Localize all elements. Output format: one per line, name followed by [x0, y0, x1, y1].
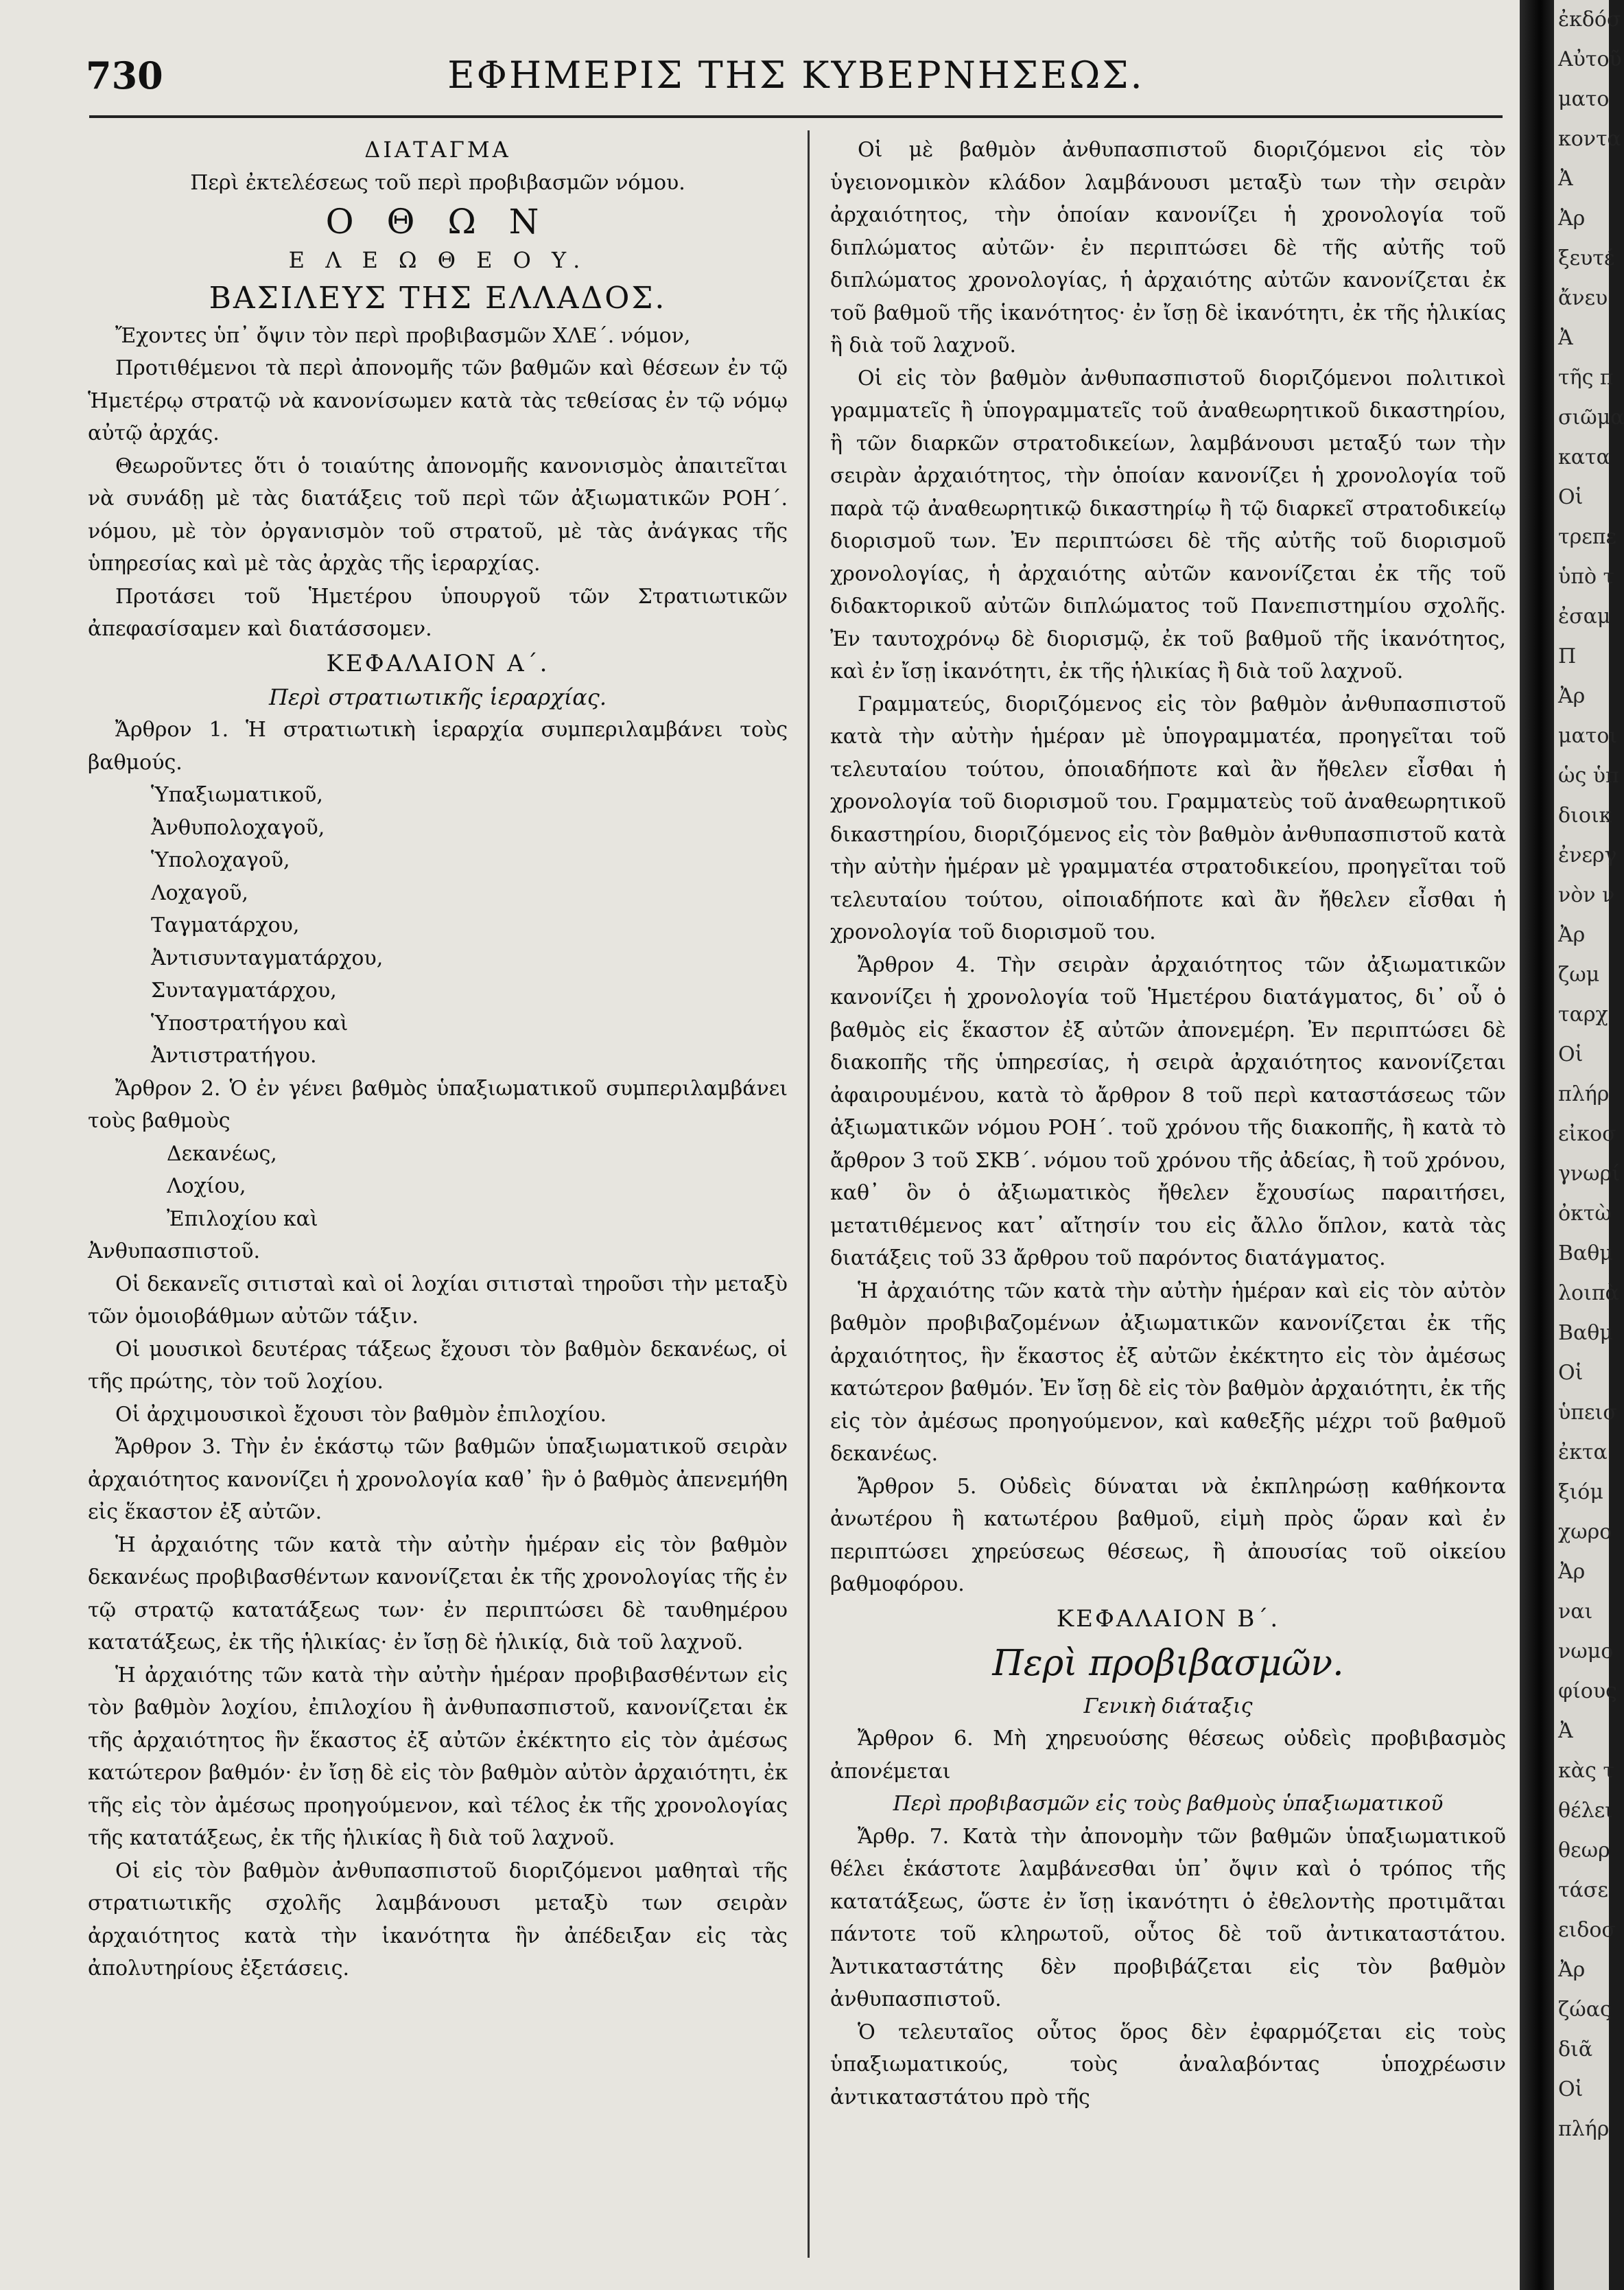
next-page-fragment: ζώας: [1558, 1998, 1612, 2022]
page-header: [86, 54, 1506, 102]
paragraph: Οἱ μὲ βαθμὸν ἀνθυπασπιστοῦ διοριζόμενοι εἰς τὸν ὑγειονομικὸν κλάδον λαμβάνουσι μεταξὺ των τὴν σειρὰν ἀρχαιότητος, τὴν ὁποίαν κανονίζει ἡ χρονολογία τοῦ διπλώματος αὐτῶν· ἐν περιπτώσει δὲ τῆς αὐτῆς τοῦ διπλώματος χρονολογίας, ἡ ἀρχαιότης αὐτῶν κανονίζεται ἐκ τοῦ βαθμοῦ τῆς ἱκανότητος· ἐν ἴσῃ δὲ ἱκανότητι, ἐκ τῆς ἡλικίας ἢ διὰ τοῦ λαχνοῦ.: [830, 138, 1506, 358]
right-column: [830, 134, 1506, 2114]
next-page-fragment: ξευτέ: [1558, 246, 1615, 270]
preamble-2: Προτιθέμενοι τὰ περὶ ἀπονομῆς τῶν βαθμῶν καὶ θέσεων ἐν τῷ Ἡμετέρῳ στρατῷ νὰ κανονίσωμεν κατὰ τὰς τεθείσας ἐν τῷ νόμῳ αὐτῷ ἀρχάς.: [88, 356, 788, 445]
decree-title: ΔΙΑΤΑΓΜΑ: [364, 137, 511, 163]
article-2: Ἄρθρον 2. Ὁ ἐν γένει βαθμὸς ὑπαξιωματικοῦ συμπεριλαμβάνει τοὺς βαθμοὺς: [88, 1076, 788, 1133]
paragraph: Οἱ εἰς τὸν βαθμὸν ἀνθυπασπιστοῦ διοριζόμενοι πολιτικοὶ γραμματεῖς ἢ ὑπογραμματεῖς τοῦ ἀναθεωρητικοῦ δικαστηρίου, ἢ τῶν διαρκῶν στρατοδικείων, λαμβάνουσι μεταξύ των τὴν σειρὰν ἀρχαιότητος, τὴν ὁποίαν κανονίζει ἡ χρονολογία τοῦ παρὰ τῷ ἀναθεωρητικῷ δικαστηρίῳ ἢ τῷ διαρκεῖ στρατοδικείῳ διορισμοῦ των. Ἐν περιπτώσει δὲ τῆς αὐτῆς τοῦ διορισμοῦ χρονολογίας, ἡ ἀρχαιότης αὐτῶν κανονίζεται ἐκ τῆς τοῦ διδακτορικοῦ αὐτῶν διπλώματος τοῦ Πανεπιστημίου σχολῆς. Ἐν ταυτοχρόνῳ δὲ διορισμῷ, ἐκ τοῦ βαθμοῦ τῆς ἱκανότητος, καὶ ἐν ἴσῃ ἱκανότητι, ἐκ τῆς ἡλικίας ἢ διὰ τοῦ λαχνοῦ.: [830, 366, 1506, 684]
next-page-fragment: Ἀρ: [1558, 207, 1586, 231]
ranks-list: [88, 779, 788, 1073]
rank-item: Ὑπολοχαγοῦ,: [151, 848, 290, 872]
next-page-fragment: Ἀ: [1558, 167, 1573, 191]
left-column: [88, 134, 788, 1985]
king-title: ΒΑΣΙΛΕΥΣ ΤΗΣ ΕΛΛΑΔΟΣ.: [209, 280, 667, 316]
next-page-fragment: ἄνευ: [1558, 286, 1608, 310]
rank-item: Ταγματάρχου,: [151, 913, 300, 937]
paragraph: Ἡ ἀρχαιότης τῶν κατὰ τὴν αὐτὴν ἡμέραν προβιβασθέντων εἰς τὸν βαθμὸν λοχίου, ἐπιλοχίου ἢ ἀνθυπασπιστοῦ, κανονίζεται ἐκ τῆς ἀρχαιότητος ἣν ἕκαστος ἐξ αὐτῶν ἐκέκτητο εἰς τὸν ἀμέσως κατώτερον βαθμόν· ἐν ἴσῃ δὲ εἰς τὸν βαθμὸν αὐτὸν ἀρχαιότητι, ἐκ τῆς εἰς τὸν ἀμέσως προηγούμενον, καὶ τέλος ἐκ τῆς χρονολογίας τῆς κατατάξεως, ἐκ τῆς ἡλικίας ἢ διὰ τοῦ λαχνοῦ.: [88, 1663, 788, 1850]
next-page-fragment: Ἀ: [1558, 326, 1573, 350]
next-page-fragment: Οἱ: [1558, 1361, 1584, 1385]
next-page-fragment: λοιπὰ: [1558, 1281, 1619, 1305]
next-page-fragment: ζωμ: [1558, 963, 1600, 987]
sub-rank-item: Ἐπιλοχίου καὶ: [167, 1206, 318, 1231]
next-page-fragment: ὑπὸ τ: [1558, 565, 1615, 589]
next-page-fragment: διοικ: [1558, 804, 1612, 828]
book-spine-shadow: [1520, 0, 1554, 2290]
next-page-fragment: ναι: [1558, 1600, 1593, 1624]
paragraph: Γραμματεύς, διοριζόμενος εἰς τὸν βαθμὸν ἀνθυπασπιστοῦ κατὰ τὴν αὐτὴν ἡμέραν μὲ ὑπογραμματέα, προηγεῖται τοῦ τελευταίου τούτου, ὁποιαδήποτε καὶ ἂν ἤθελεν εἶσθαι ἡ χρονολογία τοῦ διορισμοῦ του. Γραμματεὺς τοῦ ἀναθεωρητικοῦ δικαστηρίου, διοριζόμενος εἰς τὸν βαθμὸν ἀνθυπασπιστοῦ κατὰ τὴν αὐτὴν ἡμέραν μὲ γραμματέα στρατοδικείου, προηγεῖται τοῦ τελευταίου τούτου, οἱποιαδήποτε καὶ ἂν ἤθελεν εἶσθαι ἡ χρονολογία τοῦ διορισμοῦ του.: [830, 692, 1506, 944]
preamble-1: Ἔχοντες ὑπ᾽ ὄψιν τὸν περὶ προβιβασμῶν ΧΛΕ΄. νόμον,: [115, 323, 691, 348]
next-page-fragment: ματοι: [1558, 724, 1618, 748]
rank-item: Ὑπαξιωματικοῦ,: [151, 783, 323, 807]
article-3: Ἄρθρον 3. Τὴν ἐν ἑκάστῳ τῶν βαθμῶν ὑπαξιωματικοῦ σειρὰν ἀρχαιότητος κανονίζει ἡ χρονολογία καθ᾽ ἣν ὁ βαθμὸς ἀπενεμήθη εἰς ἕκαστον ἐξ αὐτῶν.: [88, 1435, 788, 1524]
next-page-fragment: θέλει: [1558, 1799, 1613, 1823]
next-page-fragment: ξιόμ: [1558, 1480, 1603, 1504]
article-4: Ἄρθρον 4. Τὴν σειρὰν ἀρχαιότητος τῶν ἀξιωματικῶν κανονίζει ἡ χρονολογία τοῦ Ἡμετέρου διατάγματος, δι᾽ οὗ ὁ βαθμὸς εἰς ἕκαστον ἐξ αὐτῶν ἀπονεμέρη. Ἐν περιπτώσει δὲ διακοπῆς τῆς ὑπηρεσίας, ἡ σειρὰ ἀρχαιότητος κανονίζεται ἀφαιρουμένου, κατὰ τὸ ἄρθρον 8 τοῦ περὶ καταστάσεως τῶν ἀξιωματικῶν νόμου ΡΟΗ΄. τοῦ χρόνου τῆς διακοπῆς, ἢ κατὰ τὸ ἄρθρον 3 τοῦ ΣΚΒ΄. νόμου τοῦ χρόνου τῆς ἀδείας, ἢ τοῦ χρόνου, καθ᾽ ὃν ὁ ἀξιωματικὸς ἤθελεν ἔχουσίως παραιτήσει, μετατιθέμενος κατ᾽ αἴτησίν του εἰς ἄλλο ὅπλον, κατὰ τὰς διατάξεις τοῦ 33 ἄρθρου τοῦ παρόντος διατάγματος.: [830, 953, 1506, 1270]
preamble-4: Προτάσει τοῦ Ἡμετέρου ὑπουργοῦ τῶν Στρατιωτικῶν ἀπεφασίσαμεν καὶ διατάσσομεν.: [88, 584, 788, 641]
next-page-fragment: πλήρ: [1558, 1082, 1610, 1106]
next-page-fragment: φίους: [1558, 1679, 1617, 1703]
next-page-fragment: ματο: [1558, 87, 1610, 111]
next-page-fragment: νὸν ν: [1558, 883, 1615, 907]
rank-item: Λοχαγοῦ,: [151, 880, 248, 905]
sub-ranks-list: [88, 1138, 788, 1236]
general-provision-heading: Γενικὴ διάταξις: [1083, 1694, 1253, 1718]
next-page-fragment: νωμο: [1558, 1639, 1614, 1663]
article-2-last: Ἀνθυπασπιστοῦ.: [88, 1239, 261, 1263]
article-5: Ἄρθρον 5. Οὐδεὶς δύναται νὰ ἐκπληρώσῃ καθήκοντα ἀνωτέρου ἢ κατωτέρου βαθμοῦ, εἰμὴ πρὸς ὥραν καὶ ἐν περιπτώσει χηρεύσεως θέσεως, ἢ ἀπουσίας τοῦ οἰκείου βαθμοφόρου.: [830, 1474, 1506, 1596]
paragraph: Ἡ ἀρχαιότης τῶν κατὰ τὴν αὐτὴν ἡμέραν εἰς τὸν βαθμὸν δεκανέως προβιβασθέντων κανονίζεται ἐκ τῆς χρονολογίας τῆς ἐν τῷ στρατῷ κατατάξεως των· ἐν περιπτώσει δὲ ταυθημέρου κατατάξεως, ἐκ τῆς ἡλικίας· ἐν ἴσῃ δὲ ἡλικίᾳ, διὰ τοῦ λαχνοῦ.: [88, 1532, 788, 1655]
next-page-fragment: Π: [1558, 644, 1577, 668]
next-page-fragment: τάσε: [1558, 1878, 1608, 1902]
next-page-fragment: ταρχ: [1558, 1003, 1608, 1027]
next-page-fragment: ἐκτα: [1558, 1440, 1608, 1464]
next-page-fragment: κατα: [1558, 445, 1610, 469]
next-page-fragment: Ἀρ: [1558, 923, 1586, 947]
next-page-fragment: εἰκοσ: [1558, 1122, 1616, 1146]
chapter-a-heading: ΚΕΦΑΛΑΙΟΝ Α΄.: [326, 649, 550, 677]
paragraph: Οἱ ἀρχιμουσικοὶ ἔχουσι τὸν βαθμὸν ἐπιλοχίου.: [115, 1402, 607, 1427]
next-page-fragment: ὑπεισ: [1558, 1401, 1617, 1425]
next-page-fragment: Βαθμ: [1558, 1241, 1613, 1265]
next-page-fragment: Ἀ: [1558, 1719, 1573, 1743]
rank-item: Ἀντισυνταγματάρχου,: [151, 946, 384, 970]
article-1: Ἄρθρον 1. Ἡ στρατιωτικὴ ἱεραρχία συμπεριλαμβάνει τοὺς βαθμούς.: [88, 718, 788, 775]
rank-item: Συνταγματάρχου,: [151, 979, 337, 1003]
next-page-fragment: Βαθμ: [1558, 1321, 1613, 1345]
by-grace-of-god: Ε Λ Ε Ω Θ Ε Ο Υ.: [288, 247, 587, 273]
sub-rank-item: Δεκανέως,: [167, 1141, 277, 1166]
next-page-fragment: κοντα: [1558, 127, 1621, 151]
next-page-fragment: διᾶ: [1558, 2037, 1593, 2061]
article-7: Ἄρθρ. 7. Κατὰ τὴν ἀπονομὴν τῶν βαθμῶν ὑπαξιωματικοῦ θέλει ἑκάστοτε λαμβάνεσθαι ὑπ᾽ ὄψιν καὶ ὁ τρόπος τῆς κατατάξεως, ὥστε ἐν ἴσῃ ἱκανότητι ὁ ἐθελοντὴς προτιμᾶται πάντοτε τοῦ κληρωτοῦ, οὗτος δὲ τοῦ ἀντικαταστάτου. Ἀντικαταστάτης δὲν προβιβάζεται εἰς τὸν βαθμὸν ἀνθυπασπιστοῦ.: [830, 1824, 1506, 2011]
next-page-fragment: Οἱ: [1558, 2077, 1584, 2101]
chapter-a-title: Περὶ στρατιωτικῆς ἱεραρχίας.: [268, 684, 607, 710]
preamble-3: Θεωροῦντες ὅτι ὁ τοιαύτης ἀπονομῆς κανονισμὸς ἀπαιτεῖται νὰ συνάδῃ μὲ τὰς διατάξεις τοῦ περὶ τῶν ἀξιωματικῶν ΡΟΗ΄. νόμου, μὲ τὸν ὀργανισμὸν τοῦ στρατοῦ, μὲ τὰς ἀνάγκας τῆς ὑπηρεσίας καὶ μὲ τὰς ἀρχὰς τῆς ἱεραρχίας.: [88, 454, 788, 576]
decree-subtitle: Περὶ ἐκτελέσεως τοῦ περὶ προβιβασμῶν νόμου.: [190, 170, 685, 195]
running-title: ΕΦΗΜΕΡΙΣ ΤΗΣ ΚΥΒΕΡΝΗΣΕΩΣ.: [447, 54, 1144, 97]
king-name: Ο Θ Ω Ν: [325, 202, 550, 242]
next-page-fragment: ἐνεργ: [1558, 843, 1617, 867]
rank-item: Ἀνθυπολοχαγοῦ,: [151, 815, 325, 840]
next-page-fragment: κὰς τ: [1558, 1759, 1614, 1783]
next-page-fragment: χωρο: [1558, 1520, 1612, 1544]
column-divider: [808, 130, 810, 2258]
next-page-fragment: Ἀρ: [1558, 684, 1586, 708]
next-page-fragment: τρεπε: [1558, 525, 1617, 549]
next-page-fragment: τῆς π: [1558, 366, 1614, 390]
page-number: 730: [86, 54, 163, 97]
next-page-fragment: Αὐτοῦ: [1558, 47, 1622, 71]
next-page-fragment: γνωρί: [1558, 1162, 1621, 1186]
next-page-fragment: ὡς ὑπ: [1558, 764, 1619, 788]
next-page-fragment: σιῶμα: [1558, 406, 1624, 430]
chapter-b-title: Περὶ προβιβασμῶν.: [992, 1642, 1344, 1684]
section-nco-heading: Περὶ προβιβασμῶν εἰς τοὺς βαθμοὺς ὑπαξιωματικοῦ: [893, 1792, 1444, 1816]
rank-item: Ὑποστρατήγου καὶ: [151, 1011, 349, 1036]
next-page-fragment: ἐσαμ: [1558, 605, 1611, 629]
paragraph: Οἱ δεκανεῖς σιτισταὶ καὶ οἱ λοχίαι σιτισταὶ τηροῦσι τὴν μεταξὺ τῶν ὁμοιοβάθμων αὐτῶν τάξιν.: [88, 1272, 788, 1329]
article-6: Ἄρθρον 6. Μὴ χηρευούσης θέσεως οὐδεὶς προβιβασμὸς ἀπονέμεται: [830, 1727, 1506, 1784]
next-page-fragment: ἐκδόσ: [1558, 8, 1621, 32]
next-page-fragment: Ἀρ: [1558, 1958, 1586, 1982]
chapter-b-heading: ΚΕΦΑΛΑΙΟΝ Β΄.: [1056, 1604, 1280, 1633]
next-page-fragment: Οἱ: [1558, 485, 1584, 509]
paragraph: Οἱ εἰς τὸν βαθμὸν ἀνθυπασπιστοῦ διοριζόμενοι μαθηταὶ τῆς στρατιωτικῆς σχολῆς λαμβάνουσι μεταξὺ των σειρὰν ἀρχαιότητος κατὰ τὴν ἱκανότητα ἣν ἀπέδειξαν εἰς τὰς ἀπολυτηρίους ἐξετάσεις.: [88, 1858, 788, 1981]
next-page-fragment: πλήρ: [1558, 2117, 1610, 2141]
sub-rank-item: Λοχίου,: [167, 1174, 246, 1198]
paragraph: Ὁ τελευταῖος οὗτος ὅρος δὲν ἐφαρμόζεται εἰς τοὺς ὑπαξιωματικούς, τοὺς ἀναλαβόντας ὑποχρέωσιν ἀντικαταστάτου πρὸ τῆς: [830, 2020, 1506, 2110]
paragraph: Ἡ ἀρχαιότης τῶν κατὰ τὴν αὐτὴν ἡμέραν καὶ εἰς τὸν αὐτὸν βαθμὸν προβιβαζομένων ἀξιωματικῶν κανονίζεται ἐκ τῆς ἀρχαιότητος, ἣν ἕκαστος ἐξ αὐτῶν ἐκέκτητο εἰς τὸν ἀμέσως κατώτερον βαθμόν. Ἐν ἴσῃ δὲ εἰς τὸν βαθμὸν ἀρχαιότητι, ἐκ τῆς εἰς τὸν ἀμέσως προηγούμενον, καὶ καθεξῆς μέχρι τοῦ βαθμοῦ δεκανέως.: [830, 1278, 1506, 1466]
next-page-fragment: Οἱ: [1558, 1042, 1584, 1066]
next-page-fragment: Ἀρ: [1558, 1560, 1586, 1584]
header-rule: [89, 115, 1503, 118]
rank-item: Ἀντιστρατήγου.: [151, 1044, 317, 1068]
paragraph: Οἱ μουσικοὶ δευτέρας τάξεως ἔχουσι τὸν βαθμὸν δεκανέως, οἱ τῆς πρώτης, τὸν τοῦ λοχίου.: [88, 1337, 788, 1394]
next-page-fragment: ειδοσ: [1558, 1918, 1616, 1942]
next-page-fragment: ὀκτὼ: [1558, 1202, 1612, 1226]
next-page-fragment: θεωρ: [1558, 1838, 1610, 1862]
next-page-edge: [1554, 0, 1624, 2290]
